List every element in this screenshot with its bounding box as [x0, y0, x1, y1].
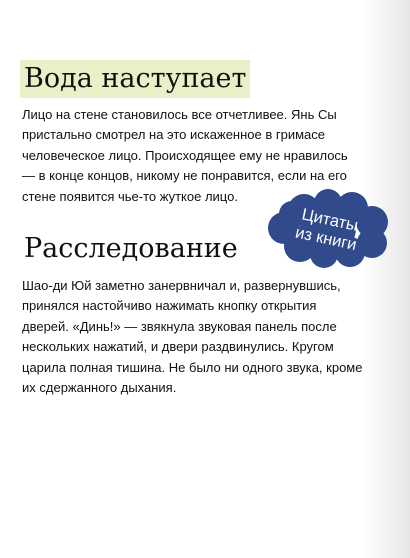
section-paragraph-investigation: Шао-ди Юй заметно занервничал и, развернувшись, принялся настойчиво нажимать кнопку открытия дверей. «Динь!» — звякнула звуковая панель после нескольких нажатий, и двери раздвинулись. Кругом царила полная тишина. Не было ни одного звука, кроме их сдержанного дыхания.	[22, 278, 363, 396]
section-heading-investigation: Расследование	[24, 233, 238, 264]
section-heading-water: Вода наступает	[20, 60, 250, 98]
quotes-badge[interactable]	[262, 188, 394, 270]
section-paragraph-water: Лицо на стене становилось все отчетливее. Янь Сы пристально смотрел на это искаженное в гримасе человеческое лицо. Происходящее ему не нравилось — в конце концов, никому не понравится, если на его стене появится чье-то жуткое лицо.	[22, 107, 348, 204]
quotes-badge-label: Цитаты из книги	[293, 205, 360, 255]
